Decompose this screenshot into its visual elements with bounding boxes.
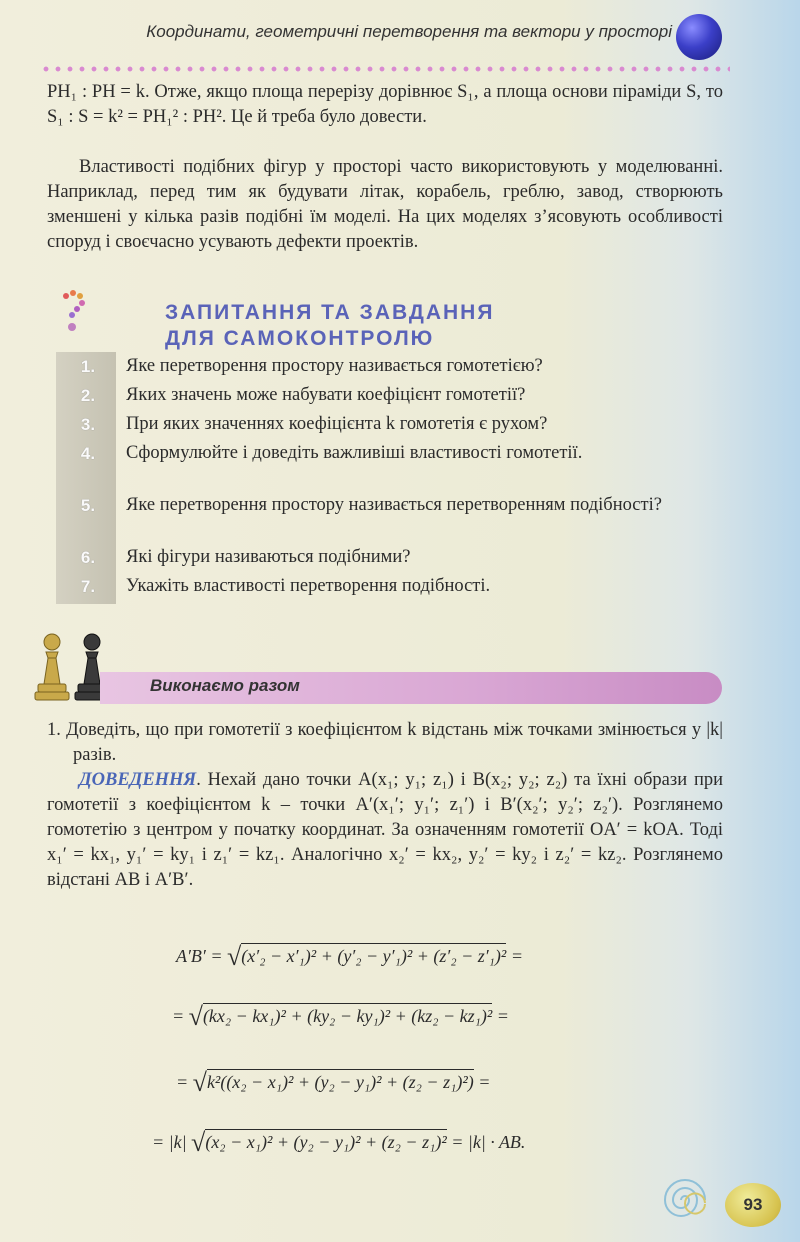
page-number: 93	[725, 1183, 781, 1227]
task-statement: 1. Доведіть, що при гомотетії з коефіцієнтом k відстань між точками змінюється у |k| разів.	[47, 720, 723, 765]
task-block	[47, 718, 723, 893]
proof-text: . Нехай дано точки A(x₁; y₁; z₁) і B(x₂; y₂; z₂) та їхні образи при гомотетії з коефіцієнтом k – точки A′(x₁′; y₁′; z₁′) і B′(x₂′; y₂′; z₂′). Розглянемо гомотетію з центром у початку координат. За означенням гомотетії OA′ = kOA. Тоді x₁′ = kx₁, y₁′ = ky₁ і z₁′ = kz₁. Аналогічно x₂′ = kx₂, y₂′ = ky₂ і z₂′ = kz₂. Розглянемо відстані AB і A′B′.	[47, 770, 723, 890]
question-item: Яке перетворення простору називається гомотетією?	[126, 356, 543, 376]
question-number: 1.	[80, 357, 96, 376]
sqrt-icon: √	[188, 1002, 203, 1031]
question-item: Яке перетворення простору називається перетворенням подібності?	[126, 495, 662, 515]
question-number: 4.	[80, 444, 96, 463]
proof-paragraph	[47, 768, 723, 893]
question-item: Які фігури називаються подібними?	[126, 547, 411, 567]
sqrt-icon: √	[227, 942, 242, 971]
formula-radicand: k²((x₂ − x₁)² + (y₂ − y₁)² + (z₂ − z₁)²)	[207, 1069, 474, 1092]
formula-lhs: A′B′ =	[176, 946, 223, 966]
sqrt-icon: √	[191, 1128, 206, 1157]
formula-radicand: (x′₂ − x′₁)² + (y′₂ − y′₁)² + (z′₂ − z′₁)²	[241, 943, 506, 966]
formula-radicand: (x₂ − x₁)² + (y₂ − y₁)² + (z₂ − z₁)²	[205, 1129, 446, 1152]
decorative-ball-icon	[676, 14, 722, 60]
question-mark-icon	[60, 290, 86, 334]
question-number: 6.	[80, 548, 96, 567]
formula-lhs: =	[172, 1006, 185, 1026]
question-number: 7.	[80, 577, 96, 596]
question-number: 3.	[80, 415, 96, 434]
formula-lhs: =	[176, 1072, 189, 1092]
questions-title-line-2: ДЛЯ САМОКОНТРОЛЮ	[165, 327, 435, 350]
formula-tail: =	[478, 1072, 491, 1092]
sqrt-icon: √	[192, 1068, 207, 1097]
decorative-swirl-icon	[645, 1170, 725, 1230]
questions-title-line-1: ЗАПИТАННЯ ТА ЗАВДАННЯ	[165, 301, 495, 324]
chapter-title: Координати, геометричні перетворення та вектори у просторі	[146, 22, 672, 41]
question-item: Укажіть властивості перетворення подібності.	[126, 576, 491, 596]
question-number: 5.	[80, 496, 96, 515]
formula-lhs: = |k|	[152, 1132, 187, 1152]
proof-label: ДОВЕДЕННЯ	[79, 770, 197, 790]
formula-tail: =	[496, 1006, 509, 1026]
formula-radicand: (kx₂ − kx₁)² + (ky₂ − ky₁)² + (kz₂ − kz₁)²	[203, 1003, 492, 1026]
formula-tail: =	[510, 946, 523, 966]
section-banner-title: Виконаємо разом	[150, 676, 300, 695]
dotted-divider	[40, 66, 730, 72]
page-header	[0, 0, 800, 70]
questions-title	[165, 300, 494, 352]
formula-tail: = |k| · AB.	[451, 1132, 526, 1152]
intro-paragraph-2: Властивості подібних фігур у просторі часто використовують у моделюванні. Наприклад, перед тим як будувати літак, корабель, греблю, завод, створюють зменшені у кілька разів подібні їм моделі. На цих моделях з’ясовують особливості споруд і своєчасно усувають дефекти проектів.	[47, 157, 723, 252]
question-number: 2.	[80, 386, 96, 405]
question-item: Яких значень може набувати коефіцієнт гомотетії?	[126, 385, 526, 405]
question-item: Сформулюйте і доведіть важливіші властивості гомотетії.	[126, 443, 583, 463]
intro-paragraph-1: PH₁ : PH = k. Отже, якщо площа перерізу дорівнює S₁, а площа основи піраміди S, то S₁ : S = k² = PH₁² : PH². Це й треба було довести.	[47, 82, 723, 127]
question-item: При яких значеннях коефіцієнта k гомотетія є рухом?	[126, 414, 548, 434]
